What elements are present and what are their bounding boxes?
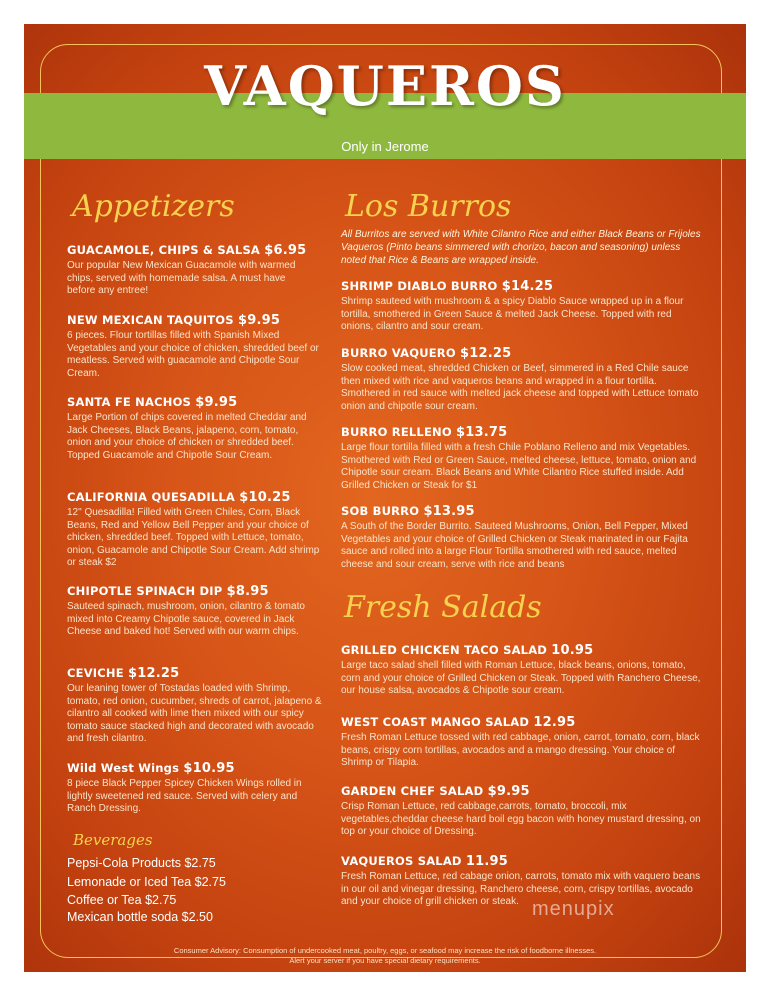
item-description: Fresh Roman Lettuce tossed with red cabbage, onion, carrot, tomato, corn, black beans, crispy corn tortillas, avocados and a mango dressing. Your choice of Shrimp or Tilapia.: [341, 732, 700, 769]
beverage-price: $2.75: [194, 875, 226, 889]
consumer-advisory: [24, 946, 746, 966]
beverage-name: Mexican bottle soda: [67, 910, 179, 924]
item-price: $9.95: [487, 784, 530, 799]
burros-title: Los Burros: [345, 189, 512, 224]
item-price: 10.95: [551, 643, 594, 658]
menu-item: [341, 346, 703, 413]
advisory-line: Alert your server if you have special dietary requirements.: [289, 956, 481, 965]
menu-item: [341, 854, 707, 909]
item-description: Our popular New Mexican Guacamole with warmed chips, served with homemade salsa. A must have before any entree!: [67, 260, 296, 297]
item-description: 8 piece Black Pepper Spicey Chicken Wings rolled in lightly sweetened red sauce. Served with celery and Ranch Dressing.: [67, 778, 302, 815]
menu-item: [67, 490, 323, 570]
item-name: CALIFORNIA QUESADILLA: [67, 490, 235, 504]
item-price: $14.25: [501, 279, 554, 294]
item-price: $10.25: [239, 490, 291, 505]
menu-item: [341, 784, 703, 839]
burros-note: All Burritos are served with White Cilantro Rice and either Black Beans or Frijoles Vaqueros (Pinto beans simmered with chorizo, bacon and seasoning) unless noted that Rice & Beans are wrapped inside.: [341, 229, 701, 266]
item-price: $9.95: [195, 395, 238, 410]
beverages-title: Beverages: [73, 831, 153, 849]
item-description: 12" Quesadilla! Filled with Green Chiles, Corn, Black Beans, Red and Yellow Bell Pepper and your choice of chicken, shredded beef. Topped with Lettuce, tomato, onion, Guacamole and Chipotle Sour Cream. Add shrimp or steak $2: [67, 507, 320, 569]
beverage-item: [67, 893, 176, 907]
item-description: Large Portion of chips covered in melted Cheddar and Jack Cheeses, Black Beans, jalapeno, corn, tomato, onion and your choice of chicken or shredded beef. Topped Guacamole and Chipotle Sour Cream.: [67, 412, 307, 461]
menu-item: [341, 504, 707, 571]
item-name: GRILLED CHICKEN TACO SALAD: [341, 643, 548, 657]
item-name: GARDEN CHEF SALAD: [341, 784, 484, 798]
menu-item: [341, 279, 703, 334]
menu-item: [67, 243, 307, 298]
item-price: 11.95: [465, 854, 509, 869]
item-price: $13.75: [456, 425, 508, 440]
restaurant-name: VAQUEROS: [204, 54, 566, 118]
item-description: Large flour tortilla filled with a fresh Chile Poblano Relleno and mix Vegetables. Smothered with Red or Green Sauce, melted cheese, lettuce, tomato, onion and Chipotle sour cream. Black Beans and White Cilantro Rice stuffed inside. Add Grilled Chicken or Steak for $1: [341, 442, 697, 491]
item-price: $9.95: [237, 313, 281, 328]
item-name: CHIPOTLE SPINACH DIP: [67, 584, 223, 598]
menu-page: [24, 24, 746, 972]
appetizers-title: Appetizers: [72, 189, 235, 224]
beverage-price: $2.75: [145, 893, 177, 907]
item-description: A South of the Border Burrito. Sauteed Mushrooms, Onion, Bell Pepper, Mixed Vegetables and your choice of Grilled Chicken or Steak marinated in our Fajita sauce and rolled into a large Flour Tortilla smothered with red sauce, melted cheese and sour cream, serve with rice and beans: [341, 521, 688, 570]
menu-item: [67, 395, 319, 462]
item-name: BURRO RELLENO: [341, 425, 452, 439]
item-price: $12.25: [460, 346, 512, 361]
item-description: Slow cooked meat, shredded Chicken or Beef, simmered in a Red Chile sauce then mixed with rice and vaqueros beans and wrapped in a flour tortilla. Smothered in red sauce with melted jack cheese and topped with Lettuce tomato onion and chipotle sour cream.: [341, 363, 699, 412]
item-name: CEVICHE: [67, 666, 124, 680]
beverage-price: $2.75: [184, 856, 216, 870]
menu-item: [67, 666, 323, 746]
beverage-item: [67, 910, 213, 924]
item-price: $12.25: [128, 666, 180, 681]
beverage-name: Lemonade or Iced Tea: [67, 875, 192, 889]
item-price: $13.95: [423, 504, 475, 519]
item-price: $6.95: [264, 243, 307, 258]
item-name: VAQUEROS SALAD: [341, 854, 462, 868]
item-name: Wild West Wings: [67, 761, 180, 775]
item-description: Crisp Roman Lettuce, red cabbage,carrots, tomato, broccoli, mix vegetables,cheddar cheese hard boil egg bacon with honey mustard dressing, on top or your choice of Dressing.: [341, 801, 701, 838]
restaurant-tagline: Only in Jerome: [341, 139, 429, 154]
item-name: SANTA FE NACHOS: [67, 395, 192, 409]
advisory-line: Consumer Advisory: Consumption of undercooked meat, poultry, eggs, or seafood may increase the risk of foodborne illnesses.: [173, 946, 597, 955]
item-name: NEW MEXICAN TAQUITOS: [67, 313, 234, 327]
item-description: Our leaning tower of Tostadas loaded with Shrimp, tomato, red onion, cucumber, shreds of carrot, jalapeno & cilantro all cooked with lime then mixed with our spicy tomato sauce stacked high and decorated with avocado and fresh cilantro.: [67, 683, 322, 745]
item-price: 12.95: [533, 715, 576, 730]
salads-title: Fresh Salads: [344, 590, 542, 625]
menu-item: [341, 425, 705, 492]
menu-item: [341, 643, 705, 698]
item-description: Fresh Roman Lettuce, red cabage onion, carrots, tomato mix with vaquero beans in our oil and vinegar dressing, Ranchero cheese, corn, crispy tortillas, avocado and your choice of grill chicken or steak.: [341, 871, 701, 908]
menu-item: [67, 761, 319, 816]
item-name: BURRO VAQUERO: [341, 346, 456, 360]
item-name: SOB BURRO: [341, 504, 420, 518]
watermark: menupix: [532, 898, 615, 920]
item-description: 6 pieces. Flour tortillas filled with Spanish Mixed Vegetables and your choice of chicken, shredded beef or meatless. Served with guacamole and Chipotle Sour Cream.: [67, 330, 319, 379]
beverage-item: [67, 875, 226, 889]
item-name: SHRIMP DIABLO BURRO: [341, 279, 498, 293]
item-price: $8.95: [226, 584, 269, 599]
item-price: $10.95: [183, 761, 235, 776]
item-name: WEST COAST MANGO SALAD: [341, 715, 530, 729]
menu-item: [341, 715, 705, 770]
beverage-name: Pepsi-Cola Products: [67, 856, 181, 870]
item-description: Shrimp sauteed with mushroom & a spicy Diablo Sauce wrapped up in a flour tortilla, smothered in Green Sauce & melted Jack Cheese. Topped with red onions, cilantro and sour cream.: [341, 296, 684, 333]
item-name: GUACAMOLE, CHIPS & SALSA: [67, 243, 261, 257]
beverage-item: [67, 856, 216, 870]
item-description: Sauteed spinach, mushroom, onion, cilantro & tomato mixed into Creamy Chipotle sauce, covered in Jack Cheese and baked hot! Served with our warm chips.: [67, 601, 305, 638]
item-description: Large taco salad shell filled with Roman Lettuce, black beans, onions, tomato, corn and your choice of Grilled Chicken or Steak. Topped with Ranchero Cheese, our house salsa, avocados & Chipotle sour cream.: [341, 660, 701, 697]
menu-item: [67, 313, 319, 380]
menu-item: [67, 584, 317, 639]
beverage-name: Coffee or Tea: [67, 893, 142, 907]
beverage-price: $2.50: [181, 910, 213, 924]
